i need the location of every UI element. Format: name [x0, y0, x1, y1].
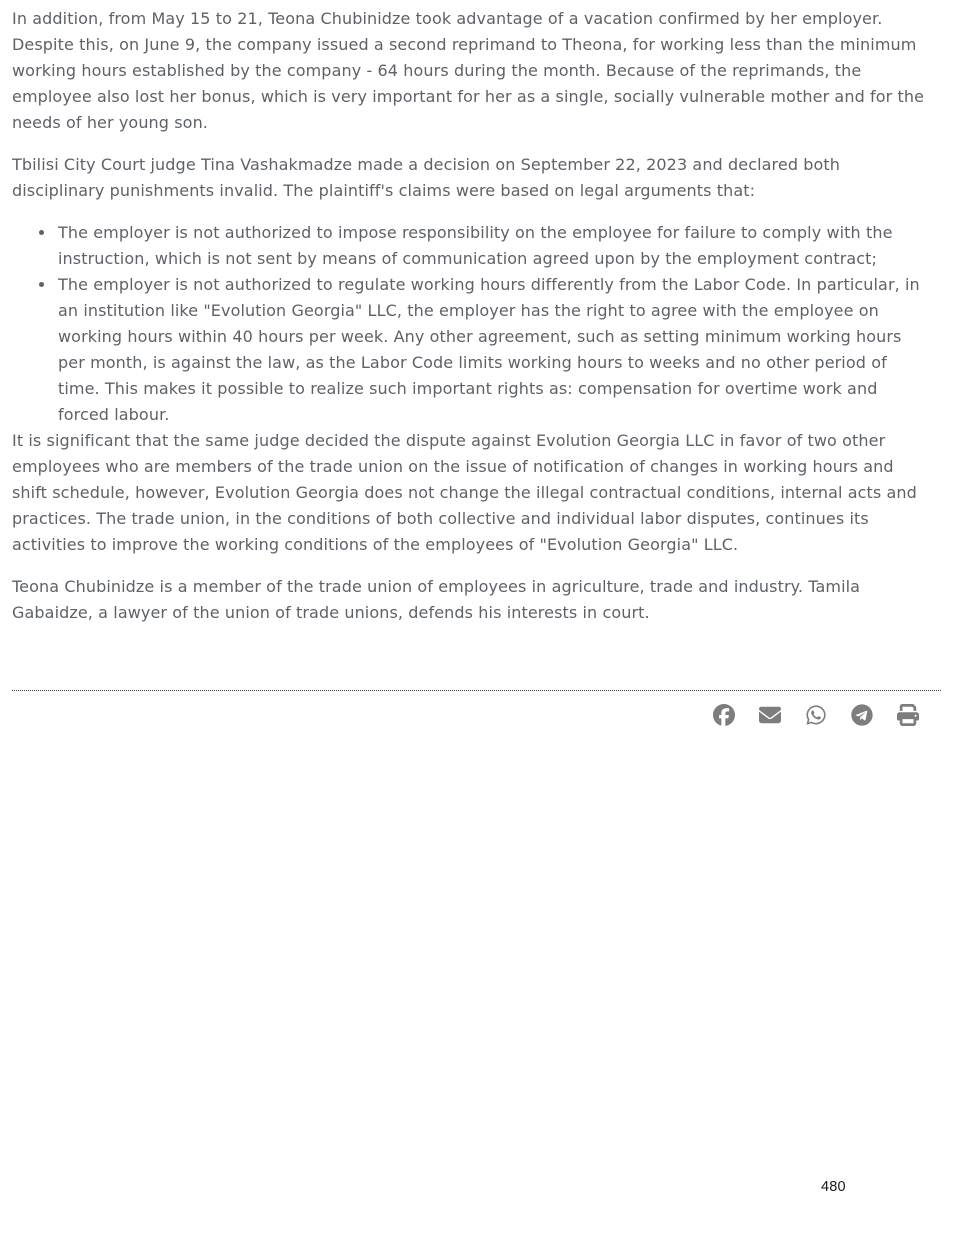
- telegram-share-button[interactable]: [851, 704, 873, 726]
- facebook-icon: [713, 704, 735, 726]
- bullet-item: • The employer is not authorized to impose responsibility on the employee for failure to comply with the instruction, which is not sent by means of communication agreed upon by the employment contract;: [56, 220, 926, 272]
- article-paragraph-3: It is significant that the same judge decided the dispute against Evolution Georgia LLC in favor of two other employees who are members of the trade union on the issue of notification of changes in working hours and shift schedule, however, Evolution Georgia does not change the illegal contractual conditions, internal acts and practices. The trade union, in the conditions of both collective and individual labor disputes, continues its activities to improve the working conditions of the employees of "Evolution Georgia" LLC.: [12, 431, 917, 554]
- share-buttons-row: [0, 704, 956, 726]
- whatsapp-icon: [805, 704, 827, 726]
- facebook-share-button[interactable]: [713, 704, 735, 726]
- article-paragraph-1: In addition, from May 15 to 21, Teona Chubinidze took advantage of a vacation confirmed by her employer. Despite this, on June 9, the company issued a second reprimand to Theona, for working less than the minimum working hours established by the company - 64 hours during the month. Because of the reprimands, the employee also lost her bonus, which is very important for her as a single, socially vulnerable mother and for the needs of her young son.: [12, 9, 925, 132]
- legal-arguments-list: [12, 220, 926, 428]
- whatsapp-share-button[interactable]: [805, 704, 827, 726]
- print-button[interactable]: [897, 704, 919, 726]
- article-body: [0, 0, 941, 626]
- email-icon: [759, 704, 781, 726]
- telegram-icon: [851, 704, 873, 726]
- bullet-item: • The employer is not authorized to regulate working hours differently from the Labor Code. In particular, in an institution like "Evolution Georgia" LLC, the employer has the right to agree with the employee on working hours within 40 hours per week. Any other agreement, such as setting minimum working hours per month, is against the law, as the Labor Code limits working hours to weeks and no other period of time. This makes it possible to realize such important rights as: compensation for overtime work and forced labour.: [56, 272, 926, 428]
- article-paragraph-4: Teona Chubinidze is a member of the trade union of employees in agriculture, trade and industry. Tamila Gabaidze, a lawyer of the union of trade unions, defends his interests in court.: [12, 577, 861, 622]
- article-paragraph-2: Tbilisi City Court judge Tina Vashakmadze made a decision on September 22, 2023 and declared both disciplinary punishments invalid. The plaintiff's claims were based on legal arguments that:: [12, 155, 841, 200]
- dotted-divider: [12, 690, 941, 691]
- email-share-button[interactable]: [759, 704, 781, 726]
- print-icon: [897, 704, 919, 726]
- page-number: 480: [821, 1179, 846, 1195]
